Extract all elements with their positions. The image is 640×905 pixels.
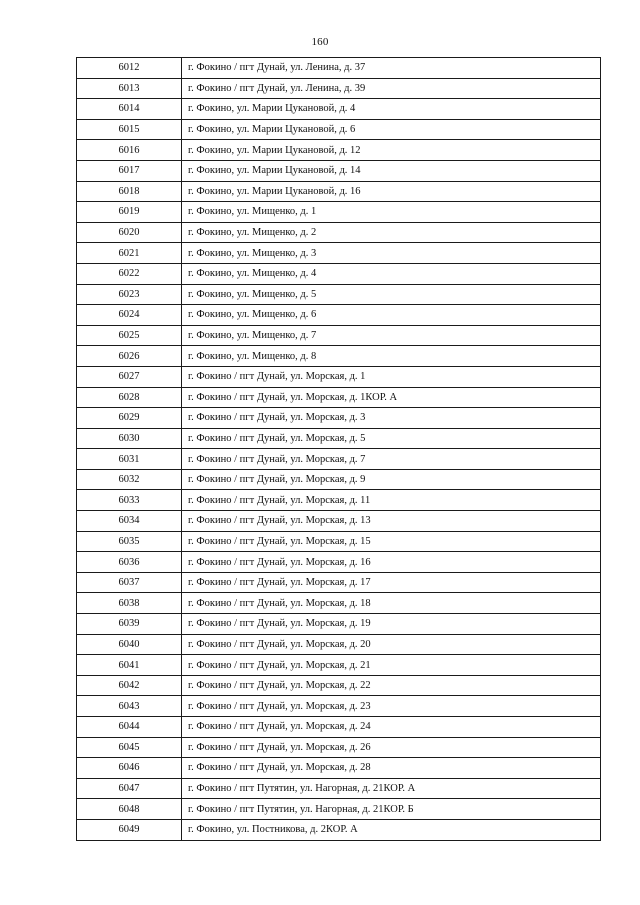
row-address: г. Фокино, ул. Марии Цукановой, д. 14: [182, 160, 601, 181]
row-address: г. Фокино, ул. Мищенко, д. 7: [182, 325, 601, 346]
row-address: г. Фокино, ул. Мищенко, д. 4: [182, 263, 601, 284]
table-row: [77, 78, 601, 99]
table-row: [77, 593, 601, 614]
table-row: [77, 119, 601, 140]
row-address: г. Фокино / пгт Дунай, ул. Морская, д. 26: [182, 737, 601, 758]
row-code: 6021: [77, 243, 182, 264]
table-row: [77, 552, 601, 573]
table-row: [77, 572, 601, 593]
row-address: г. Фокино, ул. Мищенко, д. 6: [182, 305, 601, 326]
row-code: 6027: [77, 366, 182, 387]
row-code: 6040: [77, 634, 182, 655]
row-address: г. Фокино, ул. Мищенко, д. 2: [182, 222, 601, 243]
row-code: 6019: [77, 202, 182, 223]
row-code: 6014: [77, 99, 182, 120]
table-row: [77, 222, 601, 243]
table-row: [77, 614, 601, 635]
row-code: 6023: [77, 284, 182, 305]
row-code: 6026: [77, 346, 182, 367]
page-number: 160: [311, 36, 329, 48]
table-row: [77, 531, 601, 552]
row-address: г. Фокино / пгт Дунай, ул. Морская, д. 13: [182, 511, 601, 532]
table-row: [77, 737, 601, 758]
row-address: г. Фокино, ул. Мищенко, д. 3: [182, 243, 601, 264]
table-row: [77, 346, 601, 367]
table-row: [77, 449, 601, 470]
row-address: г. Фокино / пгт Путятин, ул. Нагорная, д. 21КОР. А: [182, 778, 601, 799]
row-code: 6041: [77, 655, 182, 676]
row-code: 6046: [77, 758, 182, 779]
row-code: 6024: [77, 305, 182, 326]
row-address: г. Фокино / пгт Дунай, ул. Морская, д. 28: [182, 758, 601, 779]
table-row: [77, 511, 601, 532]
table-row: [77, 140, 601, 161]
row-code: 6037: [77, 572, 182, 593]
row-code: 6015: [77, 119, 182, 140]
table-row: [77, 202, 601, 223]
row-address: г. Фокино / пгт Дунай, ул. Морская, д. 15: [182, 531, 601, 552]
table-row: [77, 778, 601, 799]
row-code: 6017: [77, 160, 182, 181]
row-code: 6025: [77, 325, 182, 346]
row-code: 6045: [77, 737, 182, 758]
row-address: г. Фокино / пгт Дунай, ул. Морская, д. 5: [182, 428, 601, 449]
row-address: г. Фокино / пгт Дунай, ул. Морская, д. 16: [182, 552, 601, 573]
row-code: 6032: [77, 469, 182, 490]
row-code: 6048: [77, 799, 182, 820]
row-address: г. Фокино / пгт Дунай, ул. Морская, д. 1КОР. А: [182, 387, 601, 408]
row-code: 6018: [77, 181, 182, 202]
row-address: г. Фокино, ул. Марии Цукановой, д. 4: [182, 99, 601, 120]
table-row: [77, 243, 601, 264]
table-row: [77, 408, 601, 429]
row-code: 6031: [77, 449, 182, 470]
table-row: [77, 819, 601, 840]
table-row: [77, 428, 601, 449]
row-code: 6044: [77, 717, 182, 738]
row-address: г. Фокино, ул. Мищенко, д. 5: [182, 284, 601, 305]
row-code: 6036: [77, 552, 182, 573]
row-address: г. Фокино / пгт Дунай, ул. Морская, д. 24: [182, 717, 601, 738]
row-address: г. Фокино / пгт Дунай, ул. Морская, д. 22: [182, 675, 601, 696]
row-address: г. Фокино, ул. Марии Цукановой, д. 12: [182, 140, 601, 161]
row-address: г. Фокино / пгт Дунай, ул. Морская, д. 23: [182, 696, 601, 717]
table-row: [77, 634, 601, 655]
table-row: [77, 263, 601, 284]
table-row: [77, 490, 601, 511]
table-row: [77, 469, 601, 490]
row-address: г. Фокино / пгт Дунай, ул. Морская, д. 21: [182, 655, 601, 676]
table-row: [77, 675, 601, 696]
table-row: [77, 99, 601, 120]
table-row: [77, 58, 601, 79]
row-code: 6030: [77, 428, 182, 449]
row-code: 6012: [77, 58, 182, 79]
row-address: г. Фокино / пгт Дунай, ул. Морская, д. 11: [182, 490, 601, 511]
table-row: [77, 325, 601, 346]
table-row: [77, 366, 601, 387]
table-row: [77, 655, 601, 676]
row-code: 6042: [77, 675, 182, 696]
row-code: 6033: [77, 490, 182, 511]
address-table-body: [77, 58, 601, 841]
table-row: [77, 799, 601, 820]
row-code: 6038: [77, 593, 182, 614]
row-address: г. Фокино / пгт Путятин, ул. Нагорная, д. 21КОР. Б: [182, 799, 601, 820]
row-address: г. Фокино / пгт Дунай, ул. Морская, д. 17: [182, 572, 601, 593]
table-row: [77, 758, 601, 779]
row-code: 6047: [77, 778, 182, 799]
row-address: г. Фокино, ул. Марии Цукановой, д. 16: [182, 181, 601, 202]
row-code: 6013: [77, 78, 182, 99]
row-address: г. Фокино / пгт Дунай, ул. Морская, д. 1: [182, 366, 601, 387]
row-address: г. Фокино, ул. Мищенко, д. 1: [182, 202, 601, 223]
row-code: 6022: [77, 263, 182, 284]
row-code: 6049: [77, 819, 182, 840]
row-code: 6043: [77, 696, 182, 717]
row-code: 6035: [77, 531, 182, 552]
row-code: 6016: [77, 140, 182, 161]
row-code: 6020: [77, 222, 182, 243]
table-row: [77, 181, 601, 202]
row-code: 6034: [77, 511, 182, 532]
table-row: [77, 305, 601, 326]
row-address: г. Фокино / пгт Дунай, ул. Ленина, д. 37: [182, 58, 601, 79]
row-address: г. Фокино / пгт Дунай, ул. Морская, д. 20: [182, 634, 601, 655]
row-address: г. Фокино / пгт Дунай, ул. Морская, д. 3: [182, 408, 601, 429]
row-address: г. Фокино / пгт Дунай, ул. Ленина, д. 39: [182, 78, 601, 99]
row-address: г. Фокино, ул. Марии Цукановой, д. 6: [182, 119, 601, 140]
row-address: г. Фокино, ул. Мищенко, д. 8: [182, 346, 601, 367]
address-table: [76, 57, 601, 841]
table-row: [77, 160, 601, 181]
row-code: 6029: [77, 408, 182, 429]
row-address: г. Фокино / пгт Дунай, ул. Морская, д. 18: [182, 593, 601, 614]
table-row: [77, 284, 601, 305]
table-row: [77, 696, 601, 717]
row-address: г. Фокино, ул. Постникова, д. 2КОР. А: [182, 819, 601, 840]
table-row: [77, 717, 601, 738]
row-address: г. Фокино / пгт Дунай, ул. Морская, д. 19: [182, 614, 601, 635]
row-address: г. Фокино / пгт Дунай, ул. Морская, д. 9: [182, 469, 601, 490]
row-address: г. Фокино / пгт Дунай, ул. Морская, д. 7: [182, 449, 601, 470]
row-code: 6039: [77, 614, 182, 635]
table-row: [77, 387, 601, 408]
row-code: 6028: [77, 387, 182, 408]
